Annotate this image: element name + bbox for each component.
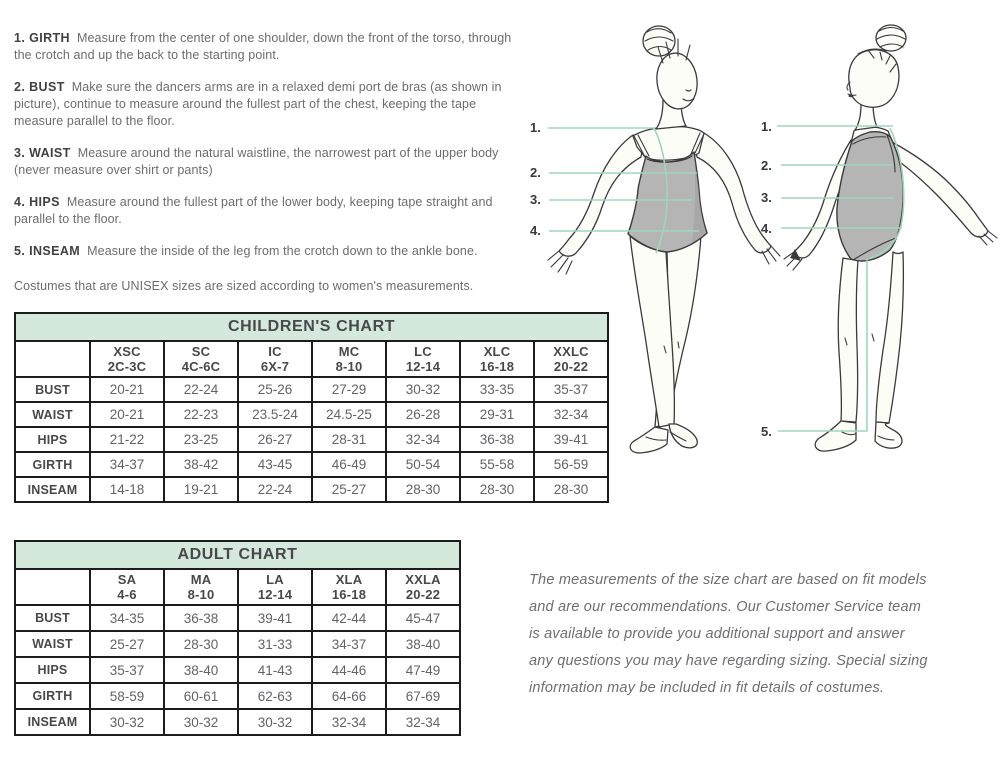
size-value-cell: 26-28 bbox=[386, 402, 460, 427]
size-column-header: MA 8-10 bbox=[164, 569, 238, 605]
size-value-cell: 28-30 bbox=[460, 477, 534, 502]
size-value-cell: 64-66 bbox=[312, 683, 386, 709]
size-column-header: LC 12-14 bbox=[386, 341, 460, 377]
size-value-cell: 25-27 bbox=[90, 631, 164, 657]
sizing-note-line: information may be included in fit details of costumes. bbox=[529, 680, 885, 696]
table-title: ADULT CHART bbox=[15, 541, 460, 569]
size-value-cell: 38-40 bbox=[164, 657, 238, 683]
size-value-cell: 22-24 bbox=[238, 477, 312, 502]
size-value-cell: 38-40 bbox=[386, 631, 460, 657]
sizing-note bbox=[529, 567, 994, 702]
measure-row-label: GIRTH bbox=[15, 452, 90, 477]
instruction-text-inseam: Measure the inside of the leg from the crotch down to the ankle bone. bbox=[87, 244, 478, 258]
size-column-header: SA 4-6 bbox=[90, 569, 164, 605]
size-value-cell: 14-18 bbox=[90, 477, 164, 502]
size-value-cell: 21-22 bbox=[90, 427, 164, 452]
instruction-girth bbox=[14, 30, 519, 64]
size-value-cell: 38-42 bbox=[164, 452, 238, 477]
instruction-text-bust: Make sure the dancers arms are in a relaxed demi port de bras (as shown in picture), continue to measure around the fullest part of the chest, keeping the tape measure parallel to the floor. bbox=[14, 80, 502, 128]
size-value-cell: 30-32 bbox=[238, 709, 312, 735]
size-value-cell: 58-59 bbox=[90, 683, 164, 709]
measure-row bbox=[15, 657, 460, 683]
front-measure-label-4: 4. bbox=[530, 223, 541, 238]
measure-row bbox=[15, 377, 608, 402]
measure-row-label: INSEAM bbox=[15, 477, 90, 502]
size-value-cell: 20-21 bbox=[90, 377, 164, 402]
size-value-cell: 34-37 bbox=[312, 631, 386, 657]
size-value-cell: 43-45 bbox=[238, 452, 312, 477]
corner-cell bbox=[15, 341, 90, 377]
size-column-header: XXLC 20-22 bbox=[534, 341, 608, 377]
size-value-cell: 36-38 bbox=[460, 427, 534, 452]
instruction-text-girth: Measure from the center of one shoulder, down the front of the torso, through the crotch and up the back to the starting point. bbox=[14, 31, 512, 62]
front-measure-label-2: 2. bbox=[530, 165, 541, 180]
instruction-hips bbox=[14, 194, 519, 228]
instruction-inseam bbox=[14, 243, 519, 260]
instruction-waist bbox=[14, 145, 519, 179]
size-value-cell: 30-32 bbox=[90, 709, 164, 735]
size-value-cell: 36-38 bbox=[164, 605, 238, 631]
measure-row-label: INSEAM bbox=[15, 709, 90, 735]
size-value-cell: 42-44 bbox=[312, 605, 386, 631]
measurement-instructions bbox=[14, 30, 519, 295]
sizing-note-line: any questions you may have regarding sizing. Special sizing bbox=[529, 653, 928, 669]
table-title: CHILDREN'S CHART bbox=[15, 313, 608, 341]
instruction-term-hips: 4. HIPS bbox=[14, 195, 60, 209]
size-value-cell: 28-30 bbox=[386, 477, 460, 502]
front-dancer-arm bbox=[559, 135, 642, 256]
size-value-cell: 29-31 bbox=[460, 402, 534, 427]
front-dancer-arm bbox=[696, 133, 771, 253]
measure-row-label: BUST bbox=[15, 605, 90, 631]
size-column-header: XLA 16-18 bbox=[312, 569, 386, 605]
measure-row bbox=[15, 605, 460, 631]
side-dancer-foot bbox=[815, 421, 856, 451]
measure-row-label: WAIST bbox=[15, 402, 90, 427]
measure-row bbox=[15, 631, 460, 657]
size-value-cell: 39-41 bbox=[238, 605, 312, 631]
size-value-cell: 35-37 bbox=[90, 657, 164, 683]
measure-row bbox=[15, 427, 608, 452]
instruction-text-waist: Measure around the natural waistline, the narrowest part of the upper body (never measure over shirt or pants) bbox=[14, 146, 499, 177]
size-column-header: MC 8-10 bbox=[312, 341, 386, 377]
size-value-cell: 25-26 bbox=[238, 377, 312, 402]
side-measure-label-2: 2. bbox=[761, 158, 772, 173]
unisex-note: Costumes that are UNISEX sizes are sized according to women's measurements. bbox=[14, 279, 474, 293]
size-value-cell: 32-34 bbox=[386, 427, 460, 452]
size-value-cell: 20-21 bbox=[90, 402, 164, 427]
size-value-cell: 44-46 bbox=[312, 657, 386, 683]
size-value-cell: 32-34 bbox=[386, 709, 460, 735]
measure-row bbox=[15, 709, 460, 735]
measure-row-label: HIPS bbox=[15, 427, 90, 452]
size-value-cell: 26-27 bbox=[238, 427, 312, 452]
size-value-cell: 27-29 bbox=[312, 377, 386, 402]
measure-row-label: GIRTH bbox=[15, 683, 90, 709]
side-dancer-figure bbox=[784, 25, 997, 451]
size-value-cell: 30-32 bbox=[386, 377, 460, 402]
side-measure-label-1: 1. bbox=[761, 119, 772, 134]
measure-row-label: WAIST bbox=[15, 631, 90, 657]
size-value-cell: 50-54 bbox=[386, 452, 460, 477]
side-dancer-leg bbox=[876, 252, 903, 423]
size-value-cell: 30-32 bbox=[164, 709, 238, 735]
size-value-cell: 31-33 bbox=[238, 631, 312, 657]
sizing-note-line: and are our recommendations. Our Customer Service team bbox=[529, 599, 921, 615]
instruction-term-waist: 3. WAIST bbox=[14, 146, 71, 160]
size-value-cell: 32-34 bbox=[534, 402, 608, 427]
size-value-cell: 35-37 bbox=[534, 377, 608, 402]
side-measure-label-4: 4. bbox=[761, 221, 772, 236]
size-column-header: XSC 2C-3C bbox=[90, 341, 164, 377]
size-column-header: IC 6X-7 bbox=[238, 341, 312, 377]
side-dancer-leg bbox=[838, 258, 858, 422]
side-measure-label-3: 3. bbox=[761, 190, 772, 205]
size-value-cell: 28-30 bbox=[164, 631, 238, 657]
measure-row-label: HIPS bbox=[15, 657, 90, 683]
measure-row bbox=[15, 477, 608, 502]
measure-row-label: BUST bbox=[15, 377, 90, 402]
size-value-cell: 23-25 bbox=[164, 427, 238, 452]
size-value-cell: 60-61 bbox=[164, 683, 238, 709]
size-value-cell: 25-27 bbox=[312, 477, 386, 502]
size-value-cell: 28-31 bbox=[312, 427, 386, 452]
front-dancer-foot bbox=[669, 424, 697, 448]
size-value-cell: 47-49 bbox=[386, 657, 460, 683]
size-value-cell: 41-43 bbox=[238, 657, 312, 683]
size-value-cell: 39-41 bbox=[534, 427, 608, 452]
instruction-term-girth: 1. GIRTH bbox=[14, 31, 70, 45]
size-column-header: SC 4C-6C bbox=[164, 341, 238, 377]
size-value-cell: 28-30 bbox=[534, 477, 608, 502]
size-value-cell: 55-58 bbox=[460, 452, 534, 477]
size-column-header: XLC 16-18 bbox=[460, 341, 534, 377]
instruction-bust bbox=[14, 79, 519, 130]
childrens-chart-table bbox=[14, 312, 609, 503]
adult-chart-table bbox=[14, 540, 461, 736]
size-value-cell: 34-37 bbox=[90, 452, 164, 477]
size-value-cell: 33-35 bbox=[460, 377, 534, 402]
corner-cell bbox=[15, 569, 90, 605]
instruction-term-bust: 2. BUST bbox=[14, 80, 65, 94]
size-value-cell: 56-59 bbox=[534, 452, 608, 477]
size-value-cell: 19-21 bbox=[164, 477, 238, 502]
sizing-note-line: is available to provide you additional support and answer bbox=[529, 626, 905, 642]
size-column-header: XXLA 20-22 bbox=[386, 569, 460, 605]
size-value-cell: 34-35 bbox=[90, 605, 164, 631]
size-column-header: LA 12-14 bbox=[238, 569, 312, 605]
instruction-term-inseam: 5. INSEAM bbox=[14, 244, 81, 258]
front-measure-label-1: 1. bbox=[530, 120, 541, 135]
size-value-cell: 67-69 bbox=[386, 683, 460, 709]
size-value-cell: 62-63 bbox=[238, 683, 312, 709]
size-value-cell: 22-23 bbox=[164, 402, 238, 427]
measure-row bbox=[15, 452, 608, 477]
measure-row bbox=[15, 402, 608, 427]
size-value-cell: 23.5-24 bbox=[238, 402, 312, 427]
side-dancer-foot bbox=[875, 422, 902, 448]
front-dancer-head bbox=[654, 51, 701, 111]
measure-row bbox=[15, 683, 460, 709]
size-value-cell: 46-49 bbox=[312, 452, 386, 477]
size-value-cell: 24.5-25 bbox=[312, 402, 386, 427]
side-measure-label-5: 5. bbox=[761, 424, 772, 439]
size-value-cell: 22-24 bbox=[164, 377, 238, 402]
front-measure-label-3: 3. bbox=[530, 192, 541, 207]
size-value-cell: 45-47 bbox=[386, 605, 460, 631]
sizing-note-line: The measurements of the size chart are based on fit models bbox=[529, 572, 927, 588]
instruction-text-hips: Measure around the fullest part of the lower body, keeping tape straight and parallel to the floor. bbox=[14, 195, 493, 226]
size-value-cell: 32-34 bbox=[312, 709, 386, 735]
